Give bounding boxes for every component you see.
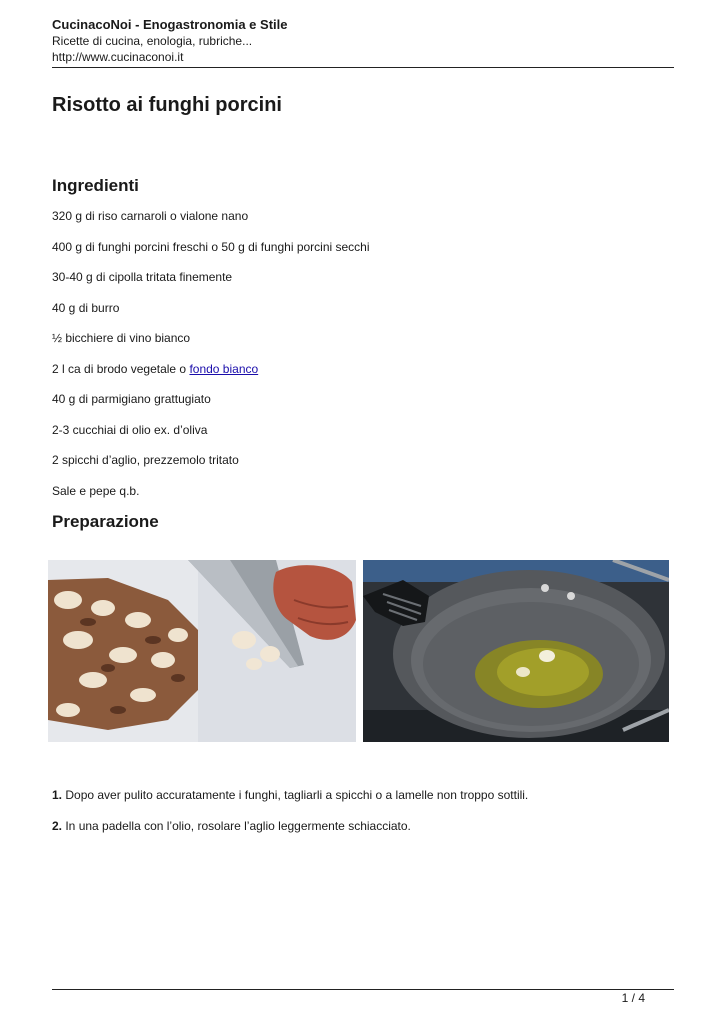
preparation-steps (52, 787, 528, 849)
pan-photo (363, 560, 669, 742)
ingredient-item: 40 g di burro (52, 300, 120, 315)
site-header (52, 17, 674, 65)
page-number: 1 / 4 (621, 991, 645, 1005)
ingredient-item: 2 spicchi d’aglio, prezzemolo tritato (52, 453, 239, 467)
ingredient-item (52, 361, 370, 392)
header-divider (52, 67, 674, 68)
ingredients-heading: Ingredienti (52, 176, 139, 195)
step-item (52, 818, 528, 849)
recipe-title: Risotto ai funghi porcini (52, 94, 282, 116)
step-item (52, 787, 528, 818)
preparation-heading: Preparazione (52, 512, 159, 531)
ingredients-list (52, 208, 370, 513)
site-title: CucinacoNoi - Enogastronomia e Stile (52, 17, 288, 32)
site-subtitle: Ricette di cucina, enologia, rubriche... (52, 34, 253, 48)
step-text: In una padella con l’olio, rosolare l’aglio leggermente schiacciato. (62, 819, 411, 833)
ingredient-item: 320 g di riso carnaroli o vialone nano (52, 209, 249, 223)
ingredient-item: ½ bicchiere di vino bianco (52, 331, 191, 345)
step-text: Dopo aver pulito accuratamente i funghi, tagliarli a spicchi o a lamelle non troppo sottili. (62, 788, 529, 802)
step-number: 1. (52, 788, 63, 802)
ingredient-item: Sale e pepe q.b. (52, 483, 140, 498)
footer-divider (52, 989, 674, 990)
ingredient-item: 2-3 cucchiai di olio ex. d’oliva (52, 422, 208, 437)
step-number: 2. (52, 819, 63, 833)
ingredient-item: 40 g di parmigiano grattugiato (52, 392, 211, 406)
mushrooms-photo (48, 560, 356, 742)
ingredient-item: 400 g di funghi porcini freschi o 50 g di funghi porcini secchi (52, 239, 370, 254)
ingredient-text: 2 l ca di brodo vegetale o (52, 361, 190, 376)
site-url: http://www.cucinaconoi.it (52, 50, 184, 64)
ingredient-item: 30-40 g di cipolla tritata finemente (52, 270, 233, 284)
fondo-bianco-link[interactable]: fondo bianco (189, 361, 259, 376)
